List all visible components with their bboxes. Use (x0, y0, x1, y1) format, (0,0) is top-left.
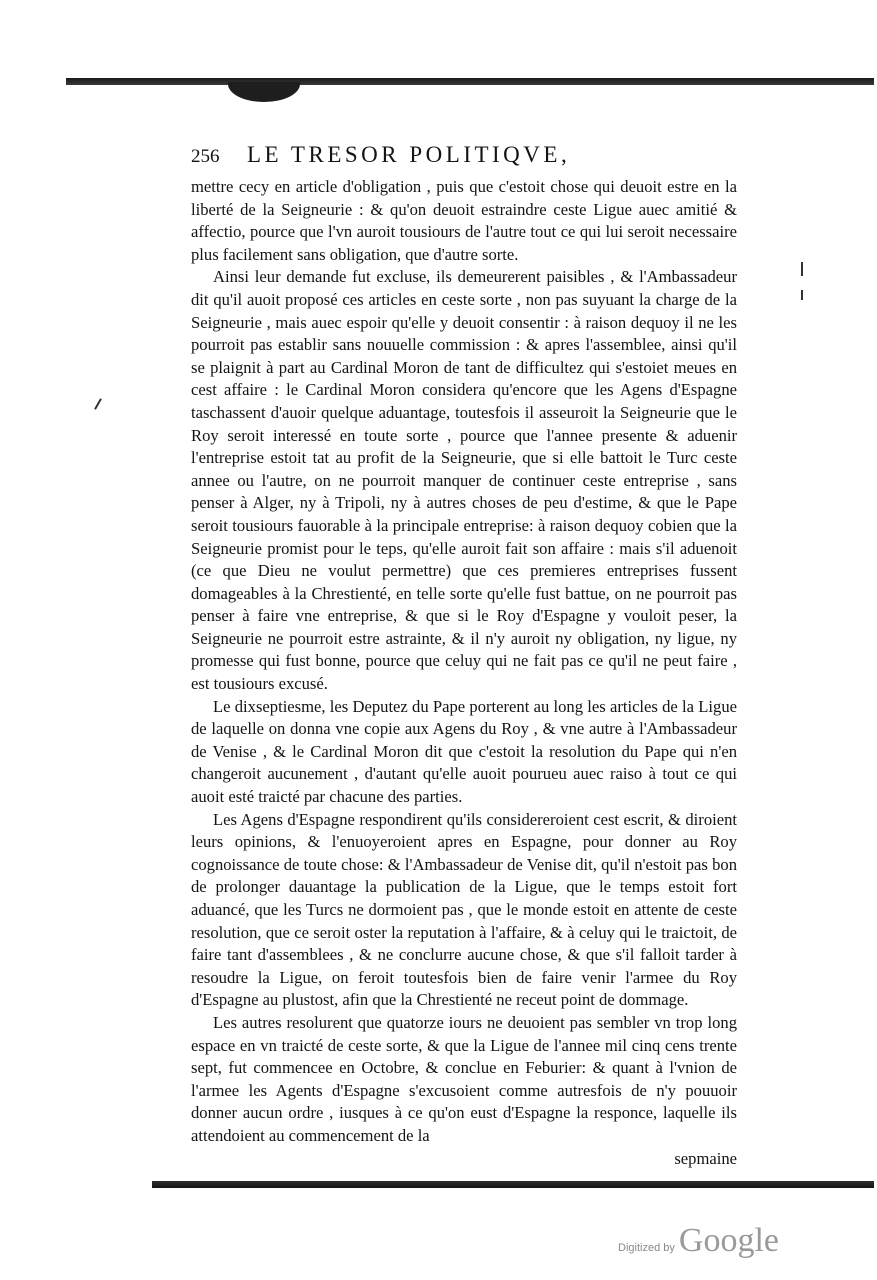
paragraph: Les autres resolurent que quatorze iours ne deuoient pas sembler vn trop long espace en vn traicté de ceste sorte, & que la Ligue de l'annee mil cinq cens trente sept, fut commencee en Octobre, & conclue en Feburier: & quant à l'vnion de l'armee les Agents d'Espagne s'excusoient comme autresfois de n'y pouuoir donner aucun ordre , iusques à ce qu'on eust d'Espagne la responce, laquelle ils attendoient au commencement de la (191, 1012, 737, 1145)
paragraph: Le dixseptiesme, les Deputez du Pape porterent au long les articles de la Ligue de laquelle on donna vne copie aux Agens du Roy , & vne autre à l'Ambassadeur de Venise , & le Cardinal Moron dit que c'estoit la resolution du Pape qui n'en changeroit aucunement , d'autant qu'elle auoit pourueu auec raiso à tout ce qui auoit esté traicté par chacune des parties. (191, 696, 737, 807)
watermark-prefix: Digitized by (618, 1242, 675, 1254)
paragraph: Ainsi leur demande fut excluse, ils demeurerent paisibles , & l'Ambassadeur dit qu'il auoit proposé ces articles en ceste sorte , non pas suyuant la charge de la Seigneurie , mais auec espoir qu'elle y deuoit consentir : à raison dequoy il ne les pourroit pas establir sans nouuelle commission : & apres l'assemblee, ainsi qu'il se plaignit à part au Cardinal Moron de tant de difficultez qui s'estoiet meues en cest affaire : le Cardinal Moron considera qu'encore que les Agens d'Espagne taschassent d'auoir quelque aduantage, toutesfois il asseuroit la Seigneurie que le Roy seroit interessé en toute sorte , pource que l'annee presente & aduenir l'entreprise estoit tat au profit de la Seigneurie, que si elle battoit le Turc ceste annee ou l'autre, on ne pourroit manquer de continuer ceste entreprise , sans penser à Alger, ny à Tripoli, ny à autres choses de peu d'estime, & que le Pape seroit tousiours fauorable à la principale entreprise: à raison dequoy cobien que la Seigneurie promist pour le teps, qu'elle auroit fait son affaire : mais s'il aduenoit (ce que Dieu ne voulut permettre) que ces premieres entreprises fussent domageables à la Chrestienté, en telle sorte qu'elle fust battue, on ne pourroit pas penser à faire vne entreprise, & que si le Roy d'Espagne y vouloit peser, la Seigneurie ne pourroit estre astrainte, & il n'y auroit ny obligation, ny ligue, ny promesse qui fust bonne, pource que celuy qui ne fait pas ce qu'il ne peut faire , est tousiours excusé. (191, 267, 737, 694)
margin-mark (801, 290, 803, 300)
margin-mark (801, 262, 803, 276)
page-number: 256 (191, 146, 220, 167)
book-page (191, 142, 737, 1170)
catchword: sepmaine (674, 1148, 737, 1168)
page-header (191, 142, 737, 176)
scan-border-bottom (152, 1181, 874, 1188)
scan-border-top (66, 78, 874, 85)
paragraph: Les Agens d'Espagne respondirent qu'ils considereroient cest escrit, & diroient leurs opinions, & l'enuoyeroient apres en Espagne, pour donner au Roy cognoissance de toute chose: & l'Ambassadeur de Venise dit, qu'il n'estoit pas bon de prolonger dauantage la publication de la Ligue, que le temps estoit fort aduancé, que les Turcs ne dormoient pas , que le monde estoit en attente de ceste resolution, que ce seroit oster la reputation à l'affaire, & à celuy qui le traictoit, de faire tant d'assemblees , & ne conclurre aucune chose, & que s'il falloit tarder à resoudre la Ligue, on feroit toutesfois bien de faire venir l'armee du Roy d'Espagne au plustost, afin que la Chrestienté ne receut point de dommage. (191, 809, 737, 1010)
margin-mark (94, 398, 102, 409)
running-head: LE TRESOR POLITIQVE, (247, 142, 571, 167)
google-logo: Google (678, 1222, 779, 1259)
paragraph: mettre cecy en article d'obligation , puis que c'estoit chose qui deuoit estre en la liberté de la Seigneurie : & qu'on deuoit estraindre ceste Ligue auec amitié & affectio, pource que l'vn auroit tousiours de l'autre tout ce qui lui seroit necessaire plus facilement sans obligation, que d'autre sorte. (191, 177, 737, 264)
scan-blot (228, 82, 300, 102)
digitized-watermark (618, 1222, 779, 1260)
